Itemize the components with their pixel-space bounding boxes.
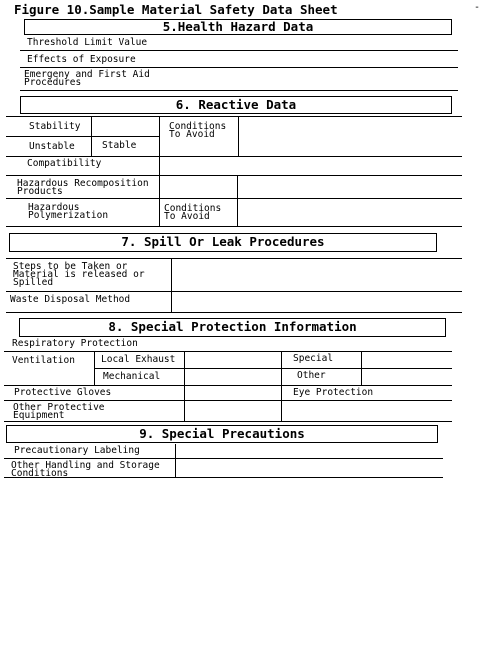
steps-to-be-taken-label: Steps to be Taken or Material is released or Spilled <box>13 261 145 288</box>
conditions-to-avoid-label: Conditions To Avoid <box>164 203 222 222</box>
unstable-label: Unstable <box>29 141 75 152</box>
compatibility-label: Compatibility <box>27 158 102 169</box>
row-divider <box>4 477 443 478</box>
precautionary-labeling-label: Precautionary Labeling <box>14 445 140 456</box>
other-protective-equipment-label: Other Protective Equipment <box>13 402 105 421</box>
row-divider <box>6 258 462 259</box>
row-divider <box>6 291 462 292</box>
figure-title: Figure 10.Sample Material Safety Data Sheet <box>14 2 338 17</box>
col-divider <box>281 351 282 422</box>
row-divider <box>6 226 462 227</box>
corner-mark: - <box>474 2 480 13</box>
hazardous-recomposition-label: Hazardous Recomposition Products <box>17 178 149 197</box>
row-divider <box>20 90 458 91</box>
section-7-title: 7. Spill Or Leak Procedures <box>121 234 325 249</box>
col-divider <box>175 444 176 477</box>
mechanical-label: Mechanical <box>103 371 161 382</box>
other-label: Other <box>297 370 326 381</box>
protective-gloves-label: Protective Gloves <box>14 387 112 398</box>
row-divider <box>6 198 462 199</box>
stable-label: Stable <box>102 140 137 151</box>
row-divider <box>6 175 462 176</box>
conditions-to-avoid-label: Conditions To Avoid <box>169 121 227 140</box>
col-divider <box>159 116 160 226</box>
row-divider <box>4 400 452 401</box>
row-divider <box>4 421 452 422</box>
col-divider <box>171 258 172 312</box>
row-divider <box>6 136 159 137</box>
row-divider <box>94 368 452 369</box>
respiratory-protection-label: Respiratory Protection <box>12 338 138 349</box>
col-divider <box>237 175 238 226</box>
row-divider <box>6 116 462 117</box>
row-divider <box>4 351 452 352</box>
special-label: Special <box>293 353 334 364</box>
hazardous-polymerization-label: Hazardous Polymerization <box>28 202 109 221</box>
section-6-title: 6. Reactive Data <box>175 97 297 112</box>
col-divider <box>184 351 185 422</box>
row-divider <box>20 50 458 51</box>
eye-protection-label: Eye Protection <box>293 387 374 398</box>
ventilation-label: Ventilation <box>12 355 75 366</box>
row-divider <box>4 458 443 459</box>
col-divider <box>238 116 239 156</box>
row-divider <box>6 312 462 313</box>
effects-of-exposure-label: Effects of Exposure <box>27 54 136 65</box>
section-5-title: 5.Health Hazard Data <box>162 19 314 34</box>
row-divider <box>6 156 462 157</box>
row-divider <box>4 385 452 386</box>
stability-label: Stability <box>29 121 81 132</box>
waste-disposal-label: Waste Disposal Method <box>10 294 131 305</box>
section-8-title: 8. Special Protection Information <box>108 319 357 334</box>
section-9-title: 9. Special Precautions <box>139 426 305 441</box>
row-divider <box>20 67 458 68</box>
local-exhaust-label: Local Exhaust <box>101 354 176 365</box>
emergency-first-aid-label: Emergeny and First Aid Procedures <box>24 69 150 88</box>
threshold-limit-label: Threshold Limit Value <box>27 37 148 48</box>
other-handling-label: Other Handling and Storage Conditions <box>11 460 160 479</box>
